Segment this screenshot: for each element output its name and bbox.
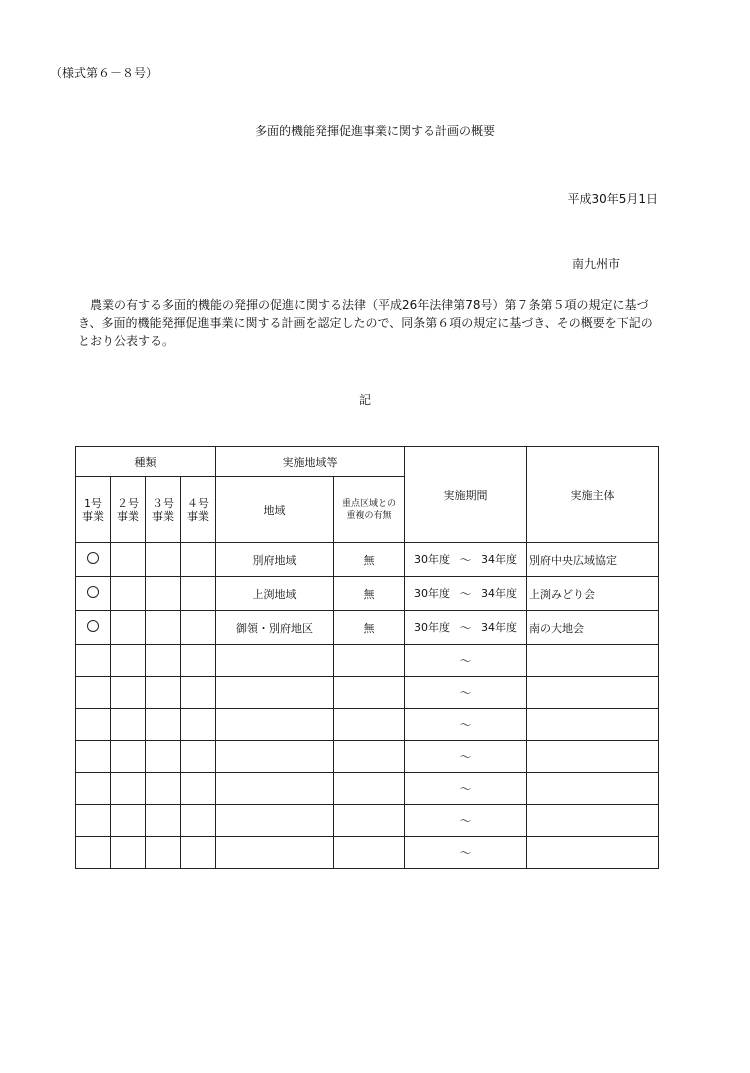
table-row bbox=[76, 805, 659, 837]
header-overlap: 重点区域との 重複の有無 bbox=[334, 477, 405, 543]
table-row bbox=[76, 677, 659, 709]
row-2-region: 上渕地域 bbox=[216, 577, 334, 611]
circle-mark-icon bbox=[87, 620, 99, 632]
header-period: 実施期間 bbox=[405, 447, 527, 543]
row-1-biz1 bbox=[76, 543, 111, 577]
header-entity: 実施主体 bbox=[527, 447, 659, 543]
header-biz-1: 1号 事業 bbox=[76, 477, 111, 543]
form-number: （様式第６－８号） bbox=[50, 66, 159, 80]
empty-period: ～ bbox=[405, 773, 527, 805]
header-area-group: 実施地域等 bbox=[216, 447, 405, 477]
row-1-region: 別府地域 bbox=[216, 543, 334, 577]
row-3-overlap: 無 bbox=[334, 611, 405, 645]
empty-period: ～ bbox=[405, 645, 527, 677]
table-row bbox=[76, 837, 659, 869]
row-2-biz1 bbox=[76, 577, 111, 611]
row-2-overlap: 無 bbox=[334, 577, 405, 611]
circle-mark-icon bbox=[87, 552, 99, 564]
empty-period: ～ bbox=[405, 677, 527, 709]
row-3-biz1 bbox=[76, 611, 111, 645]
header-biz-4: ４号 事業 bbox=[181, 477, 216, 543]
ki-heading: 記 bbox=[358, 393, 371, 407]
row-2-period: 30年度 ～ 34年度 bbox=[405, 577, 527, 611]
document-date: 平成30年5月1日 bbox=[567, 192, 658, 206]
table-row bbox=[76, 709, 659, 741]
row-3-entity: 南の大地会 bbox=[527, 611, 659, 645]
circle-mark-icon bbox=[87, 586, 99, 598]
table-row bbox=[76, 611, 659, 645]
plan-table bbox=[75, 446, 659, 869]
header-biz-2: ２号 事業 bbox=[111, 477, 146, 543]
row-1-entity: 別府中央広域協定 bbox=[527, 543, 659, 577]
table-row bbox=[76, 741, 659, 773]
empty-period: ～ bbox=[405, 741, 527, 773]
table-row bbox=[76, 577, 659, 611]
document-body: 農業の有する多面的機能の発揮の促進に関する法律（平成26年法律第78号）第７条第５項の規定に基づき、多面的機能発揮促進事業に関する計画を認定したので、同条第６項の規定に基づき、その概要を下記のとおり公表する。 bbox=[78, 298, 653, 348]
row-1-overlap: 無 bbox=[334, 543, 405, 577]
document-title: 多面的機能発揮促進事業に関する計画の概要 bbox=[254, 124, 495, 138]
empty-period: ～ bbox=[405, 709, 527, 741]
empty-period: ～ bbox=[405, 805, 527, 837]
header-biz-3: ３号 事業 bbox=[146, 477, 181, 543]
row-2-entity: 上渕みどり会 bbox=[527, 577, 659, 611]
header-region: 地域 bbox=[216, 477, 334, 543]
table-row bbox=[76, 543, 659, 577]
row-1-period: 30年度 ～ 34年度 bbox=[405, 543, 527, 577]
table-row bbox=[76, 645, 659, 677]
header-type: 種類 bbox=[76, 447, 216, 477]
empty-period: ～ bbox=[405, 837, 527, 869]
row-3-period: 30年度 ～ 34年度 bbox=[405, 611, 527, 645]
document-author: 南九州市 bbox=[571, 257, 620, 271]
table-row bbox=[76, 773, 659, 805]
row-3-region: 御領・別府地区 bbox=[216, 611, 334, 645]
